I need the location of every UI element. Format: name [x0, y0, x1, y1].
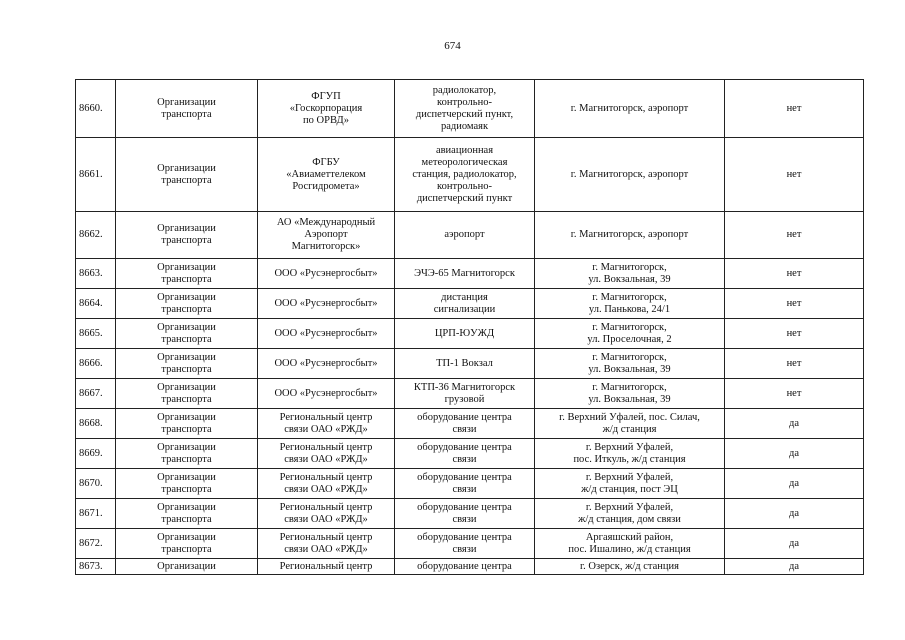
category-line: транспорта	[161, 174, 212, 186]
address-cell	[535, 469, 725, 499]
table-row	[76, 138, 864, 212]
object-line: оборудование центра	[417, 411, 512, 423]
object-line: связи	[452, 513, 477, 525]
category-line: Организации	[157, 261, 216, 273]
organization-line: Региональный центр	[279, 560, 373, 572]
organization-cell	[258, 469, 395, 499]
row-number-cell: 8660.	[76, 80, 116, 138]
organization-cell	[258, 212, 395, 259]
address-line: г. Магнитогорск,	[592, 261, 667, 273]
object-cell	[395, 138, 535, 212]
table-row	[76, 80, 864, 138]
organization-line: связи ОАО «РЖД»	[284, 453, 368, 465]
table-row	[76, 439, 864, 469]
category-line: транспорта	[161, 483, 212, 495]
organization-line: Региональный центр	[279, 501, 373, 513]
category-line: транспорта	[161, 333, 212, 345]
category-line: Организации	[157, 321, 216, 333]
organization-line: Региональный центр	[279, 531, 373, 543]
row-number-cell: 8664.	[76, 289, 116, 319]
table-row	[76, 469, 864, 499]
address-cell	[535, 212, 725, 259]
object-cell	[395, 469, 535, 499]
category-cell	[116, 259, 258, 289]
address-line: ж/д станция, дом связи	[578, 513, 681, 525]
object-line: ЭЧЭ-65 Магнитогорск	[414, 267, 515, 279]
organization-line: «Госкорпорация	[289, 102, 363, 114]
organization-line: связи ОАО «РЖД»	[284, 543, 368, 555]
category-line: Организации	[157, 223, 216, 234]
object-cell	[395, 212, 535, 259]
category-line: Организации	[157, 411, 216, 423]
address-cell	[535, 529, 725, 559]
category-cell	[116, 559, 258, 575]
object-cell	[395, 499, 535, 529]
organization-cell	[258, 138, 395, 212]
organization-line: Региональный центр	[279, 441, 373, 453]
object-line: авиационная	[435, 144, 494, 156]
category-line: транспорта	[161, 543, 212, 555]
category-line: Организации	[157, 531, 216, 543]
category-line: транспорта	[161, 513, 212, 525]
address-cell	[535, 319, 725, 349]
category-line: Организации	[157, 351, 216, 363]
object-line: контрольно-	[437, 96, 492, 108]
category-line: Организации	[157, 560, 216, 572]
object-line: связи	[452, 543, 477, 555]
object-line: аэропорт	[444, 229, 485, 240]
object-line: сигнализации	[433, 303, 496, 315]
status-cell: нет	[725, 289, 864, 319]
object-line: метеорологическая	[421, 156, 508, 168]
object-line: дистанция	[441, 291, 488, 303]
object-line: оборудование центра	[417, 531, 512, 543]
object-line: связи	[452, 423, 477, 435]
object-line: оборудование центра	[417, 471, 512, 483]
organization-cell	[258, 529, 395, 559]
organization-line: связи ОАО «РЖД»	[284, 513, 368, 525]
row-number-cell: 8661.	[76, 138, 116, 212]
status-cell: нет	[725, 319, 864, 349]
address-cell	[535, 259, 725, 289]
address-line: пос. Иткуль, ж/д станция	[573, 453, 686, 465]
organization-line: связи ОАО «РЖД»	[284, 483, 368, 495]
address-cell	[535, 439, 725, 469]
object-cell	[395, 409, 535, 439]
status-cell: да	[725, 469, 864, 499]
status-cell: да	[725, 529, 864, 559]
organization-cell	[258, 439, 395, 469]
object-line: радиомаяк	[440, 120, 489, 132]
address-line: г. Верхний Уфалей,	[585, 471, 674, 483]
organization-line: ООО «Русэнергосбыт»	[274, 327, 378, 339]
status-cell: да	[725, 439, 864, 469]
row-number-cell: 8670.	[76, 469, 116, 499]
status-cell: нет	[725, 212, 864, 259]
address-line: пос. Ишалино, ж/д станция	[568, 543, 691, 555]
category-line: Организации	[157, 501, 216, 513]
organization-line: ФГУП	[311, 90, 341, 102]
table-row	[76, 499, 864, 529]
address-line: г. Магнитогорск,	[592, 321, 667, 333]
organization-line: ООО «Русэнергосбыт»	[274, 357, 378, 369]
category-line: Организации	[157, 441, 216, 453]
address-line: г. Озерск, ж/д станция	[580, 560, 679, 572]
organization-line: Аэропорт	[304, 229, 348, 240]
row-number-cell: 8662.	[76, 212, 116, 259]
address-line: г. Магнитогорск,	[592, 351, 667, 363]
object-cell	[395, 80, 535, 138]
organization-line: Росгидромета»	[292, 180, 360, 192]
organization-cell	[258, 379, 395, 409]
status-cell: нет	[725, 379, 864, 409]
object-line: КТП-36 Магнитогорск	[413, 381, 516, 393]
address-cell	[535, 559, 725, 575]
row-number-cell: 8669.	[76, 439, 116, 469]
category-line: Организации	[157, 291, 216, 303]
organization-line: ООО «Русэнергосбыт»	[274, 387, 378, 399]
row-number-cell: 8668.	[76, 409, 116, 439]
row-number-cell: 8667.	[76, 379, 116, 409]
table-row	[76, 349, 864, 379]
category-cell	[116, 319, 258, 349]
table-row	[76, 409, 864, 439]
category-cell	[116, 212, 258, 259]
row-number-cell: 8671.	[76, 499, 116, 529]
object-cell	[395, 259, 535, 289]
organization-line: «Авиаметтелеком	[286, 168, 366, 180]
organization-cell	[258, 289, 395, 319]
page-number: 674	[444, 40, 461, 52]
table-body	[76, 80, 864, 575]
category-line: транспорта	[161, 235, 212, 246]
organization-cell	[258, 349, 395, 379]
object-cell	[395, 289, 535, 319]
status-cell: нет	[725, 259, 864, 289]
organization-cell	[258, 559, 395, 575]
address-cell	[535, 138, 725, 212]
object-cell	[395, 439, 535, 469]
address-line: ул. Вокзальная, 39	[588, 393, 671, 405]
organization-cell	[258, 409, 395, 439]
address-cell	[535, 499, 725, 529]
category-line: транспорта	[161, 453, 212, 465]
organization-line: АО «Международный	[276, 217, 376, 228]
row-number-cell: 8672.	[76, 529, 116, 559]
facility-table	[75, 79, 864, 575]
category-cell	[116, 439, 258, 469]
address-line: г. Магнитогорск, аэропорт	[570, 102, 689, 114]
organization-line: Магнитогорск»	[291, 241, 361, 252]
address-cell	[535, 349, 725, 379]
category-cell	[116, 529, 258, 559]
address-line: ж/д станция, пост ЭЦ	[581, 483, 678, 495]
table-row	[76, 319, 864, 349]
category-cell	[116, 499, 258, 529]
address-line: г. Верхний Уфалей, пос. Силач,	[559, 411, 700, 423]
category-line: Организации	[157, 381, 216, 393]
category-line: транспорта	[161, 363, 212, 375]
row-number-cell: 8665.	[76, 319, 116, 349]
category-cell	[116, 409, 258, 439]
organization-line: ООО «Русэнергосбыт»	[274, 267, 378, 279]
object-cell	[395, 379, 535, 409]
address-line: г. Магнитогорск, аэропорт	[570, 168, 689, 180]
object-line: контрольно-	[437, 180, 492, 192]
category-line: Организации	[157, 471, 216, 483]
status-cell: нет	[725, 349, 864, 379]
object-line: диспетчерский пункт,	[415, 108, 514, 120]
row-number-cell: 8673.	[76, 559, 116, 575]
organization-cell	[258, 259, 395, 289]
table-row	[76, 559, 864, 575]
address-line: г. Верхний Уфалей,	[585, 441, 674, 453]
category-line: транспорта	[161, 108, 212, 120]
address-cell	[535, 409, 725, 439]
organization-line: по ОРВД»	[303, 114, 349, 126]
object-line: ТП-1 Вокзал	[436, 357, 493, 369]
object-cell	[395, 529, 535, 559]
object-line: оборудование центра	[417, 560, 512, 572]
object-line: грузовой	[444, 393, 485, 405]
organization-cell	[258, 80, 395, 138]
status-cell: да	[725, 499, 864, 529]
address-line: ул. Вокзальная, 39	[588, 363, 671, 375]
row-number-cell: 8663.	[76, 259, 116, 289]
table-row	[76, 259, 864, 289]
category-line: транспорта	[161, 303, 212, 315]
table-row	[76, 289, 864, 319]
category-line: транспорта	[161, 423, 212, 435]
organization-line: ООО «Русэнергосбыт»	[274, 297, 378, 309]
address-line: ул. Проселочная, 2	[587, 333, 672, 345]
category-line: Организации	[157, 162, 216, 174]
category-cell	[116, 349, 258, 379]
address-line: г. Магнитогорск, аэропорт	[570, 229, 689, 240]
category-line: транспорта	[161, 273, 212, 285]
category-cell	[116, 138, 258, 212]
organization-line: ФГБУ	[312, 156, 340, 168]
object-cell	[395, 319, 535, 349]
object-line: связи	[452, 453, 477, 465]
category-cell	[116, 289, 258, 319]
address-line: г. Магнитогорск,	[592, 291, 667, 303]
address-line: г. Верхний Уфалей,	[585, 501, 674, 513]
object-line: радиолокатор,	[432, 84, 497, 96]
category-cell	[116, 379, 258, 409]
address-cell	[535, 379, 725, 409]
object-line: связи	[452, 483, 477, 495]
address-cell	[535, 80, 725, 138]
status-cell: да	[725, 409, 864, 439]
status-cell: нет	[725, 138, 864, 212]
address-line: ул. Вокзальная, 39	[588, 273, 671, 285]
object-line: оборудование центра	[417, 501, 512, 513]
object-cell	[395, 349, 535, 379]
address-line: ж/д станция	[602, 423, 657, 435]
object-line: станция, радиолокатор,	[412, 168, 517, 180]
organization-cell	[258, 499, 395, 529]
category-cell	[116, 80, 258, 138]
organization-line: связи ОАО «РЖД»	[284, 423, 368, 435]
object-line: диспетчерский пункт	[416, 192, 513, 204]
table-row	[76, 529, 864, 559]
category-cell	[116, 469, 258, 499]
object-line: ЦРП-ЮУЖД	[434, 327, 495, 339]
address-line: ул. Панькова, 24/1	[588, 303, 671, 315]
address-line: г. Магнитогорск,	[592, 381, 667, 393]
object-cell	[395, 559, 535, 575]
table-row	[76, 379, 864, 409]
status-cell: нет	[725, 80, 864, 138]
category-line: Организации	[157, 96, 216, 108]
organization-cell	[258, 319, 395, 349]
status-cell: да	[725, 559, 864, 575]
object-line: оборудование центра	[417, 441, 512, 453]
category-line: транспорта	[161, 393, 212, 405]
table-row	[76, 212, 864, 259]
organization-line: Региональный центр	[279, 411, 373, 423]
organization-line: Региональный центр	[279, 471, 373, 483]
address-line: Аргаяшский район,	[585, 531, 674, 543]
address-cell	[535, 289, 725, 319]
row-number-cell: 8666.	[76, 349, 116, 379]
